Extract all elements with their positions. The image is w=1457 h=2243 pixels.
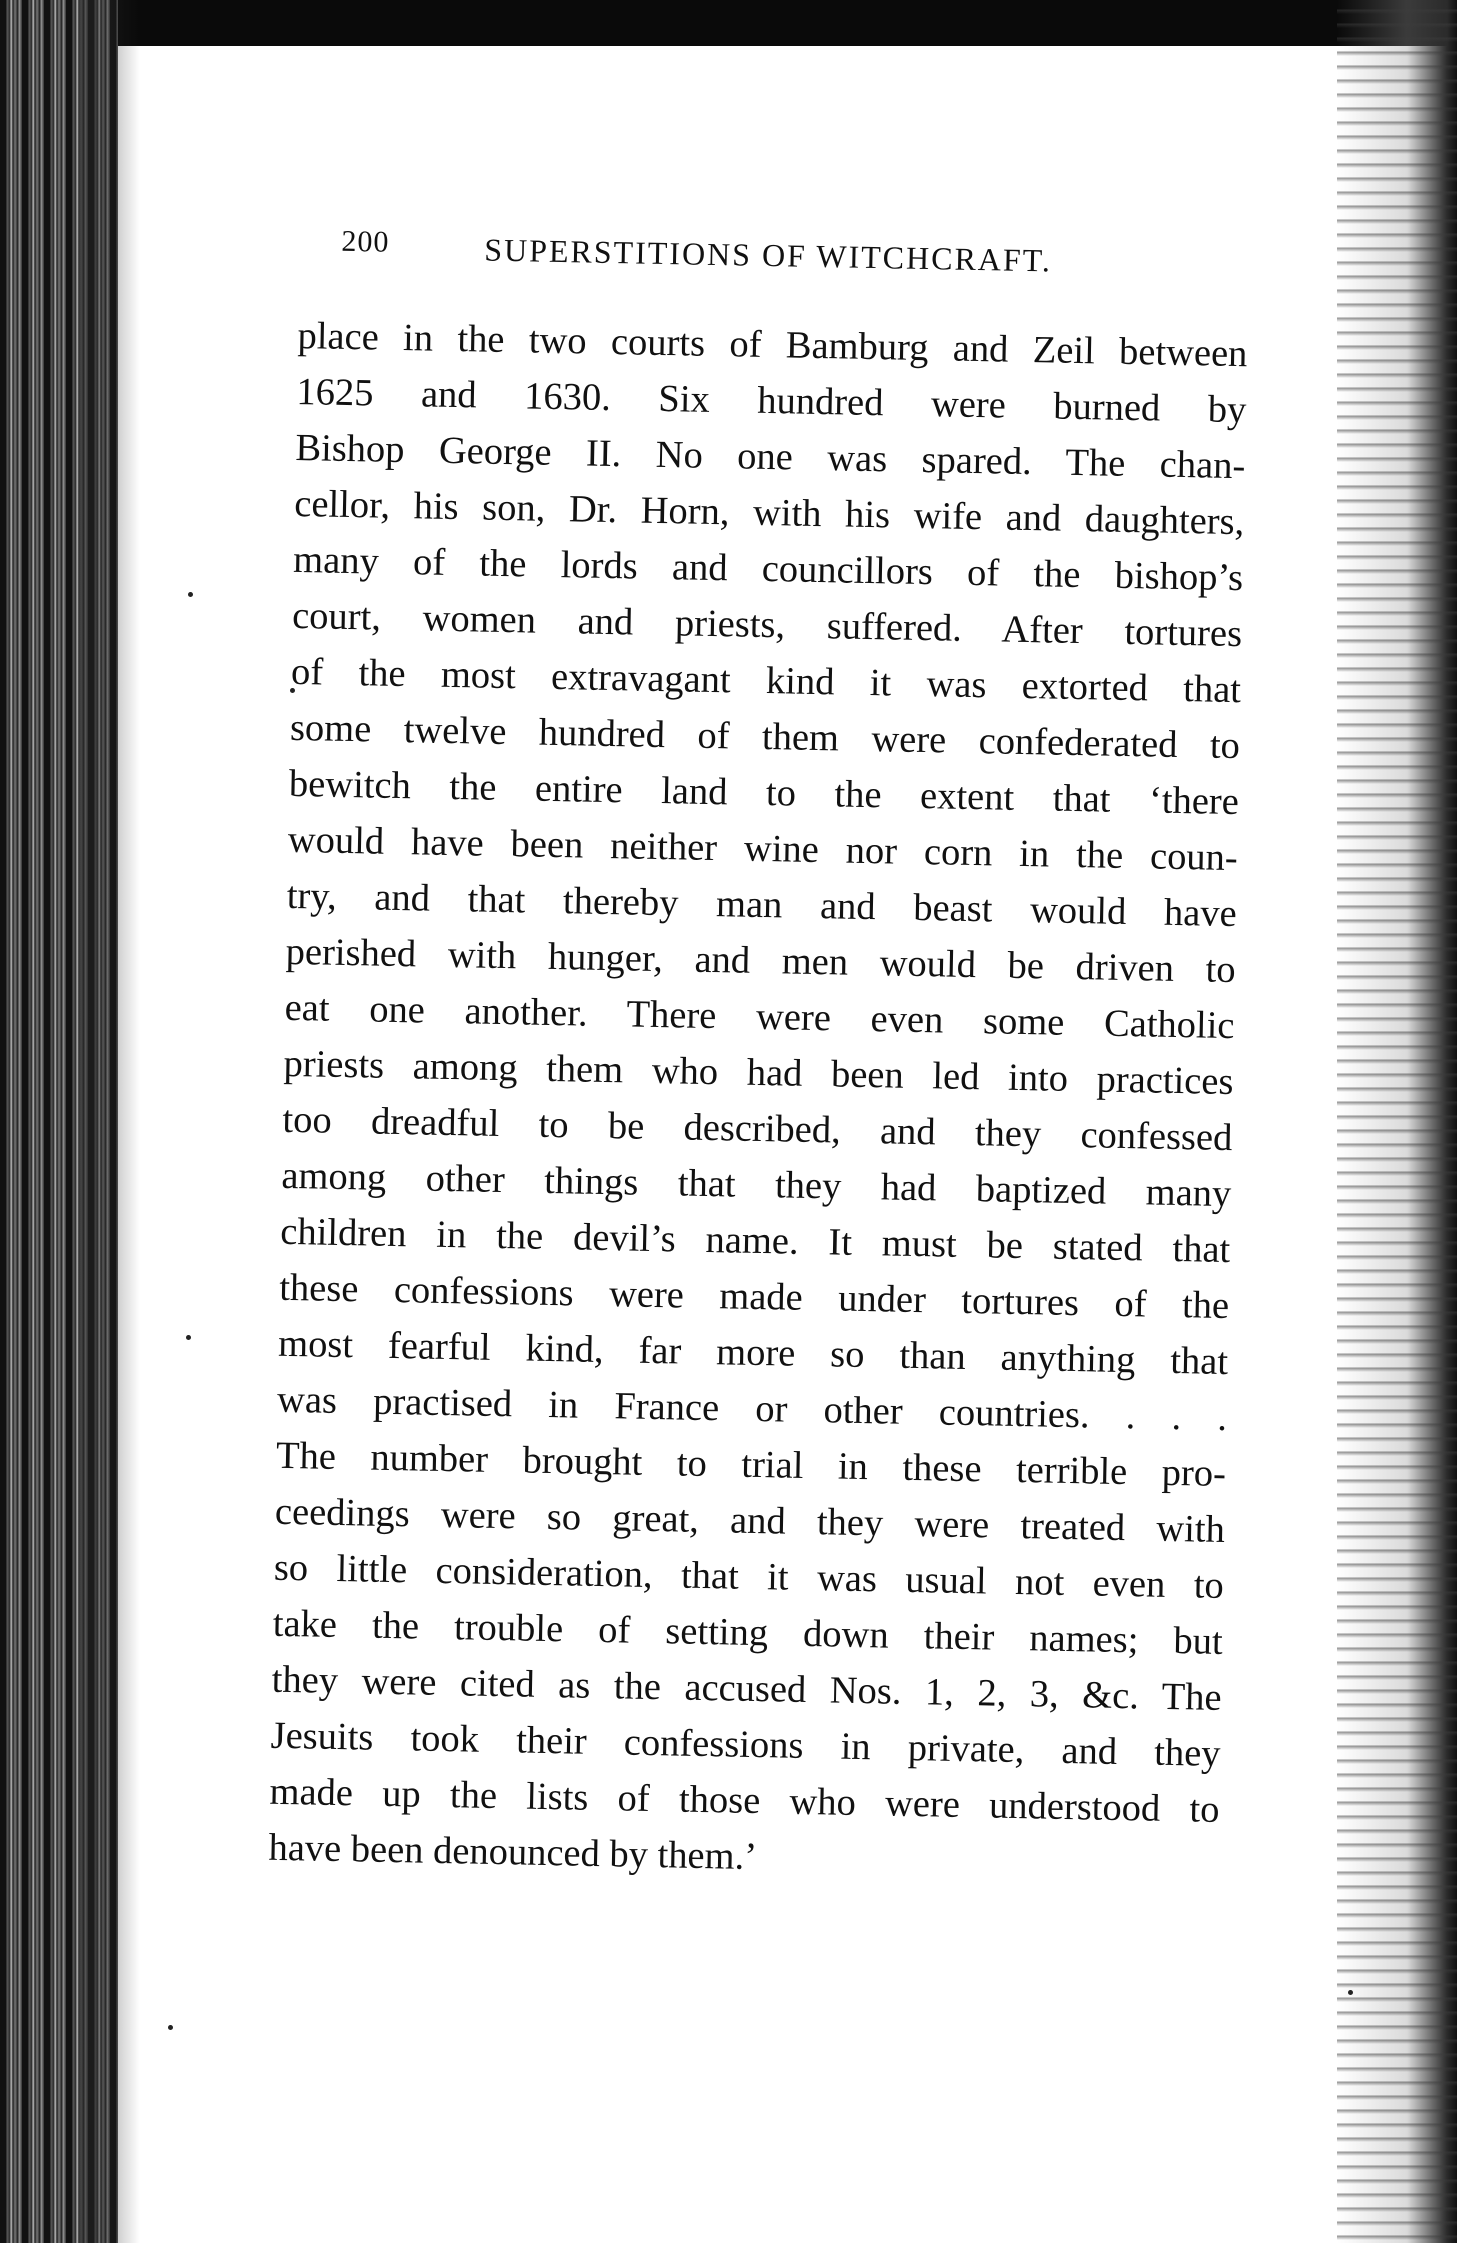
text-line: priests among them who had been led into practices (283, 1042, 1234, 1104)
text-line: ceedings were so great, and they were treated with (274, 1490, 1226, 1551)
text-line: would have been neither wine nor corn in the coun- (287, 818, 1239, 880)
ink-speck (188, 592, 193, 597)
text-line: most fearful kind, far more so than anything that (277, 1322, 1229, 1384)
text-line: cellor, his son, Dr. Horn, with his wife and daughters, (293, 482, 1245, 544)
text-line: some twelve hundred of them were confederated to (289, 706, 1241, 768)
text-line: bewitch the entire land to the extent that ‘there (288, 762, 1240, 824)
text-line: too dreadful to be described, and they confessed (282, 1098, 1233, 1160)
ink-speck (168, 2025, 173, 2030)
text-line: try, and that thereby man and beast would have (286, 874, 1238, 936)
running-title: SUPERSTITIONS OF WITCHCRAFT. (483, 231, 1053, 279)
text-line: of the most extravagant kind it was extorted that (290, 650, 1242, 712)
text-line: among other things that they had baptized many (281, 1154, 1232, 1216)
text-line: Jesuits took their confessions in private, and they (270, 1714, 1221, 1775)
ink-speck (1348, 1990, 1353, 1995)
text-line: The number brought to trial in these terrible pro- (275, 1434, 1227, 1496)
text-line: they were cited as the accused Nos. 1, 2, 3, &c. The (271, 1658, 1223, 1719)
page-number: 200 (341, 224, 390, 259)
text-line: place in the two courts of Bamburg and Zeil between (297, 314, 1248, 376)
gutter-shadow (80, 0, 140, 2243)
text-line: was practised in France or other countries. . . . (276, 1378, 1228, 1440)
page-edge (1337, 0, 1457, 2243)
text-line: eat one another. There were even some Catholic (284, 986, 1235, 1048)
text-line: so little consideration, that it was usual not even to (273, 1546, 1225, 1607)
scan-top-border (0, 0, 1457, 46)
text-line: children in the devil’s name. It must be stated that (279, 1210, 1231, 1272)
text-line: perished with hunger, and men would be driven to (285, 930, 1236, 992)
book-page (268, 210, 1295, 1895)
text-line: have been denounced by them.’ (268, 1826, 758, 1879)
text-line: take the trouble of setting down their names; but (272, 1602, 1224, 1663)
text-line: 1625 and 1630. Six hundred were burned by (296, 370, 1247, 432)
body-text (268, 308, 1248, 1894)
ink-speck (186, 1335, 191, 1340)
text-line: Bishop George II. No one was spared. The chan- (295, 426, 1246, 488)
text-line: court, women and priests, suffered. After tortures (291, 594, 1243, 656)
running-header (299, 210, 1295, 289)
text-line: made up the lists of those who were understood to (269, 1770, 1220, 1831)
text-line: many of the lords and councillors of the bishop’s (292, 538, 1244, 600)
text-line: these confessions were made under tortures of the (278, 1266, 1230, 1328)
